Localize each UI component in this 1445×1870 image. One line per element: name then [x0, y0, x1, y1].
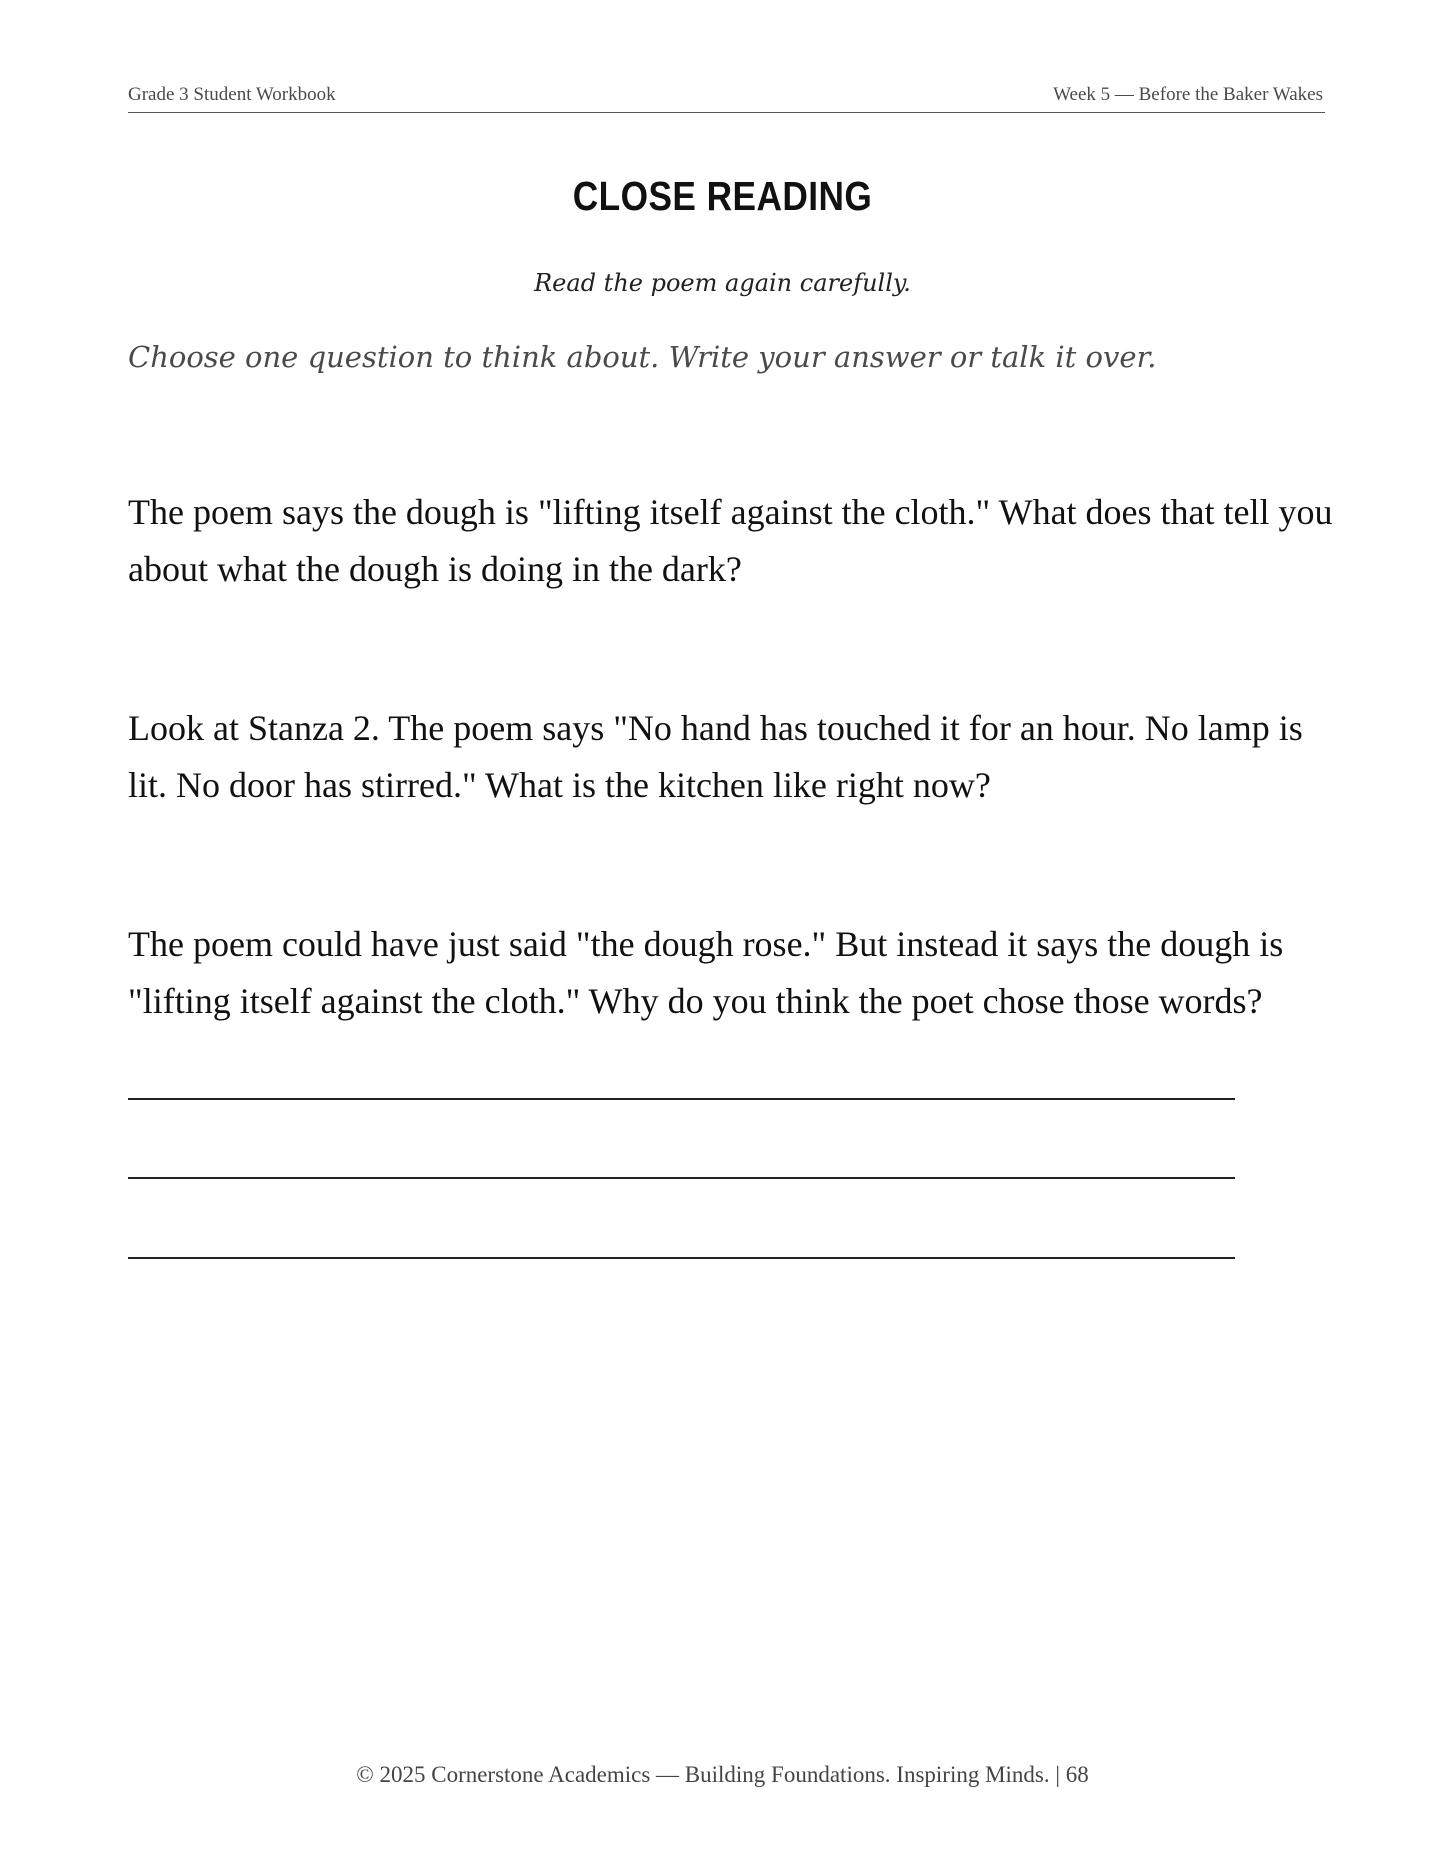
- instruction-text: Choose one question to think about. Write your answer or talk it over.: [128, 340, 1157, 374]
- page-footer: © 2025 Cornerstone Academics — Building Foundations. Inspiring Minds. | 68: [356, 1762, 1089, 1787]
- answer-line-3: [128, 1257, 1235, 1259]
- page-subtitle: Read the poem again carefully.: [534, 269, 911, 297]
- page-title: CLOSE READING: [572, 173, 873, 219]
- page-header: [128, 84, 1325, 113]
- question-1: The poem says the dough is "lifting itself against the cloth." What does that tell you about what the dough is doing in the dark?: [128, 492, 1333, 589]
- question-2: Look at Stanza 2. The poem says "No hand has touched it for an hour. No lamp is lit. No door has stirred." What is the kitchen like right now?: [128, 708, 1303, 805]
- header-week-title: Week 5 — Before the Baker Wakes: [1053, 84, 1323, 105]
- answer-line-2: [128, 1177, 1235, 1179]
- answer-line-1: [128, 1098, 1235, 1100]
- header-workbook-title: Grade 3 Student Workbook: [128, 84, 336, 105]
- question-3: The poem could have just said "the dough rose." But instead it says the dough is "lifting itself against the cloth." Why do you think the poet chose those words?: [128, 924, 1284, 1021]
